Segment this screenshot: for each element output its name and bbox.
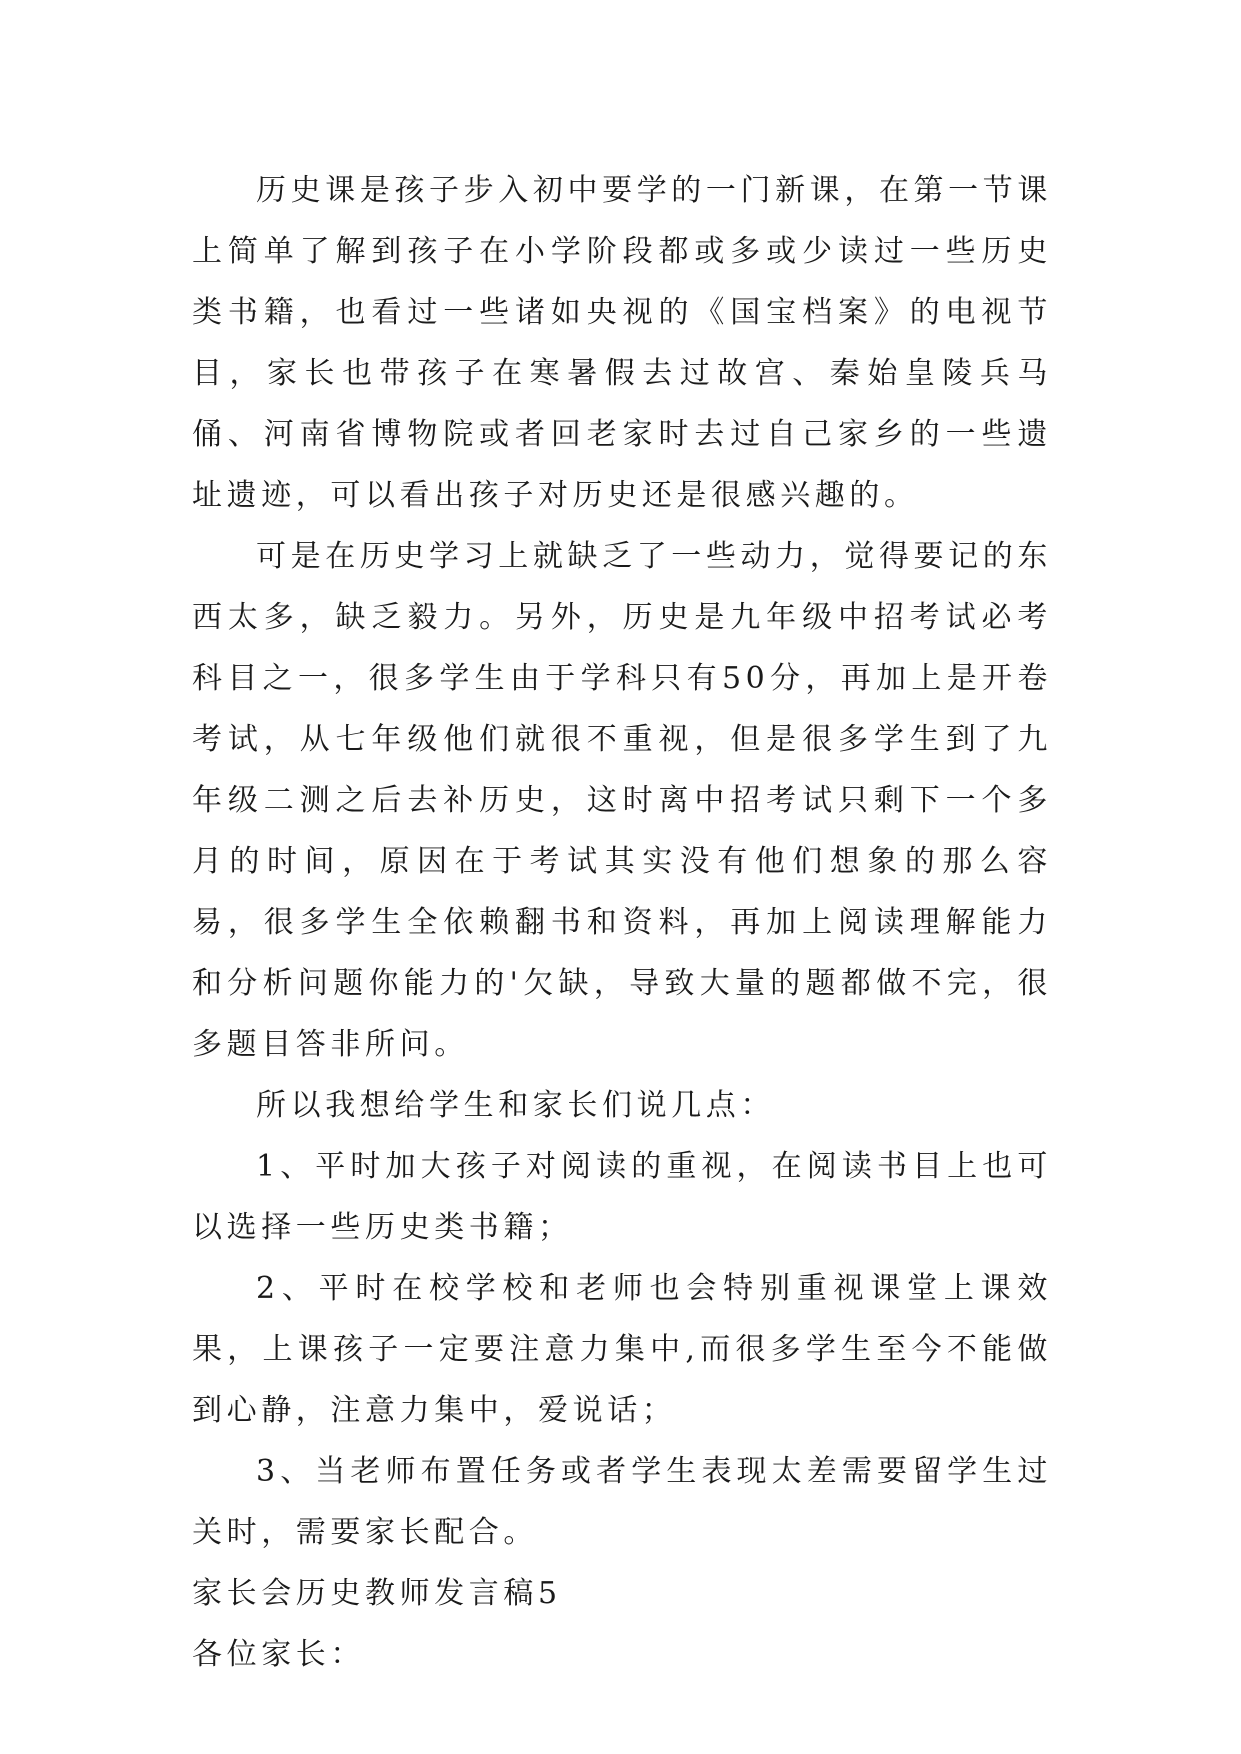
paragraph-motivation: 可是在历史学习上就缺乏了一些动力，觉得要记的东西太多，缺乏毅力。另外，历史是九年级中招考试必考科目之一，很多学生由于学科只有50分，再加上是开卷考试，从七年级他们就很不重视，但是很多学生到了九年级二测之后去补历史，这时离中招考试只剩下一个多月的时间，原因在于考试其实没有他们想象的那么容易，很多学生全依赖翻书和资料，再加上阅读理解能力和分析问题你能力的'欠缺，导致大量的题都做不完，很多题目答非所问。 — [192, 539, 1052, 1062]
document-page — [192, 160, 1052, 1685]
paragraph-point-3: 3、当老师布置任务或者学生表现太差需要留学生过关时，需要家长配合。 — [192, 1454, 1052, 1550]
paragraph-intro: 历史课是孩子步入初中要学的一门新课，在第一节课上简单了解到孩子在小学阶段都或多或少读过一些历史类书籍，也看过一些诸如央视的《国宝档案》的电视节目，家长也带孩子在寒暑假去过故宫、秦始皇陵兵马俑、河南省博物院或者回老家时去过自己家乡的一些遗址遗迹，可以看出孩子对历史还是很感兴趣的。 — [192, 173, 1052, 513]
section-title: 家长会历史教师发言稿5 — [192, 1576, 562, 1611]
salutation: 各位家长： — [192, 1637, 365, 1672]
paragraph-point-1: 1、平时加大孩子对阅读的重视，在阅读书目上也可以选择一些历史类书籍； — [192, 1149, 1052, 1245]
paragraph-point-2: 2、平时在校学校和老师也会特别重视课堂上课效果，上课孩子一定要注意力集中,而很多学生至今不能做到心静，注意力集中，爱说话； — [192, 1271, 1052, 1428]
paragraph-points-intro: 所以我想给学生和家长们说几点： — [256, 1088, 775, 1123]
